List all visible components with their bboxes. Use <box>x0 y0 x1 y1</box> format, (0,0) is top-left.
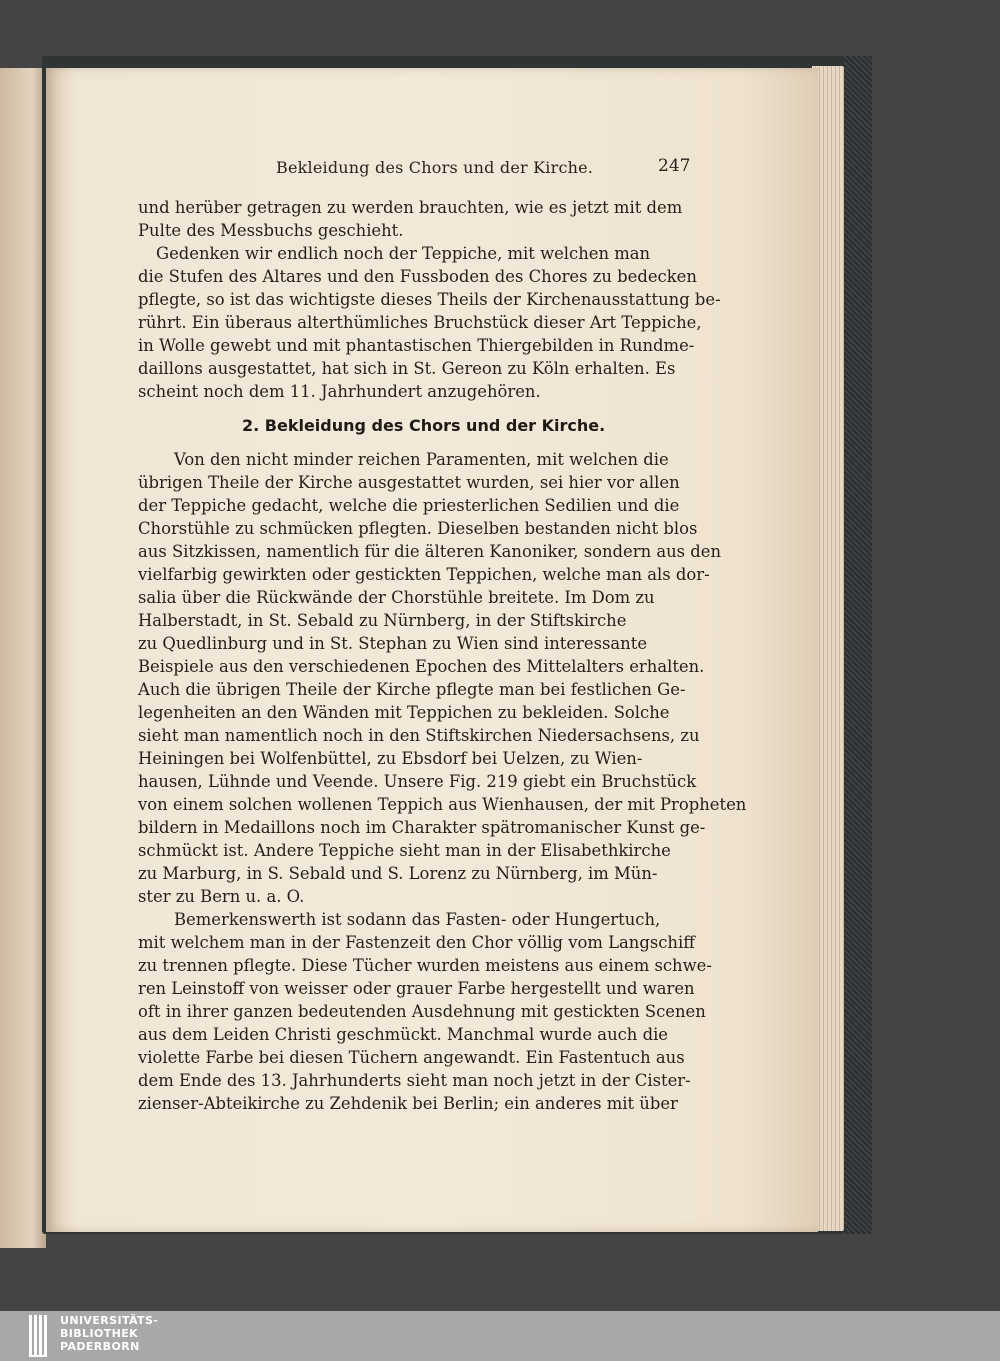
text-line: salia über die Rückwände der Chorstühle breitete. Im Dom zu <box>138 588 655 607</box>
text-line: von einem solchen wollenen Teppich aus Wienhausen, der mit Propheten <box>138 795 747 814</box>
text-line: und herüber getragen zu werden brauchten, wie es jetzt mit dem <box>138 198 683 217</box>
text-line: Gedenken wir endlich noch der Teppiche, mit welchen man <box>156 244 651 263</box>
text-line: Pulte des Messbuchs geschieht. <box>138 221 404 240</box>
text-line: Halberstadt, in St. Sebald zu Nürnberg, in der Stiftskirche <box>138 611 627 630</box>
text-line: daillons ausgestattet, hat sich in St. Gereon zu Köln erhalten. Es <box>138 359 676 378</box>
text-line: übrigen Theile der Kirche ausgestattet wurden, sei hier vor allen <box>138 473 680 492</box>
text-line: Auch die übrigen Theile der Kirche pflegte man bei festlichen Ge- <box>138 680 686 699</box>
text-line: oft in ihrer ganzen bedeutenden Ausdehnung mit gestickten Scenen <box>138 1002 706 1021</box>
text-line: der Teppiche gedacht, welche die priesterlichen Sedilien und die <box>138 496 680 515</box>
library-logo-text <box>60 1314 158 1353</box>
logo-line: BIBLIOTHEK <box>60 1327 139 1340</box>
text-line: Von den nicht minder reichen Paramenten, mit welchen die <box>174 450 669 469</box>
text-line: zu Marburg, in S. Sebald und S. Lorenz zu Nürnberg, im Mün- <box>138 864 658 883</box>
text-line: ren Leinstoff von weisser oder grauer Farbe hergestellt und waren <box>138 979 695 998</box>
text-line: sieht man namentlich noch in den Stiftskirchen Niedersachsens, zu <box>138 726 700 745</box>
text-line: zienser-Abteikirche zu Zehdenik bei Berlin; ein anderes mit über <box>138 1094 678 1113</box>
text-line: Bemerkenswerth ist sodann das Fasten- oder Hungertuch, <box>174 910 661 929</box>
text-line: hausen, Lühnde und Veende. Unsere Fig. 219 giebt ein Bruchstück <box>138 772 697 791</box>
text-line: bildern in Medaillons noch im Charakter spätromanischer Kunst ge- <box>138 818 706 837</box>
text-line: schmückt ist. Andere Teppiche sieht man in der Elisabethkirche <box>138 841 671 860</box>
text-line: die Stufen des Altares und den Fussboden des Chores zu bedecken <box>138 267 697 286</box>
page-number: 247 <box>658 156 691 176</box>
text-line: dem Ende des 13. Jahrhunderts sieht man noch jetzt in der Cister- <box>138 1071 691 1090</box>
text-line: zu Quedlinburg und in St. Stephan zu Wien sind interessante <box>138 634 648 653</box>
text-line: pflegte, so ist das wichtigste dieses Theils der Kirchenausstattung be- <box>138 290 721 309</box>
logo-line: PADERBORN <box>60 1340 140 1353</box>
section-heading: 2. Bekleidung des Chors und der Kirche. <box>242 416 606 435</box>
logo-line: UNIVERSITÄTS- <box>60 1314 159 1327</box>
text-line: vielfarbig gewirkten oder gestickten Teppichen, welche man als dor- <box>138 565 710 584</box>
text-line: aus dem Leiden Christi geschmückt. Manchmal wurde auch die <box>138 1025 669 1044</box>
text-line: legenheiten an den Wänden mit Teppichen zu bekleiden. Solche <box>138 703 670 722</box>
text-line: Heiningen bei Wolfenbüttel, zu Ebsdorf bei Uelzen, zu Wien- <box>138 749 643 768</box>
text-line: Beispiele aus den verschiedenen Epochen des Mittelalters erhalten. <box>138 657 705 676</box>
text-line: Chorstühle zu schmücken pflegten. Dieselben bestanden nicht blos <box>138 519 698 538</box>
previous-page-edge <box>0 68 46 1248</box>
text-line: ster zu Bern u. a. O. <box>138 887 305 906</box>
running-head: Bekleidung des Chors und der Kirche. <box>276 158 594 177</box>
text-line: mit welchem man in der Fastenzeit den Chor völlig vom Langschiff <box>138 933 695 952</box>
text-line: zu trennen pflegte. Diese Tücher wurden meistens aus einem schwe- <box>138 956 712 975</box>
text-line: violette Farbe bei diesen Tüchern angewandt. Ein Fastentuch aus <box>138 1048 685 1067</box>
book-page <box>46 68 818 1232</box>
text-line: rührt. Ein überaus alterthümliches Bruchstück dieser Art Teppiche, <box>138 313 702 332</box>
text-line: aus Sitzkissen, namentlich für die älteren Kanoniker, sondern aus den <box>138 542 722 561</box>
library-logo-icon <box>28 1313 50 1359</box>
text-line: scheint noch dem 11. Jahrhundert anzugehören. <box>138 382 541 401</box>
cover-binding <box>844 56 872 1234</box>
text-line: in Wolle gewebt und mit phantastischen Thiergebilden in Rundme- <box>138 336 695 355</box>
